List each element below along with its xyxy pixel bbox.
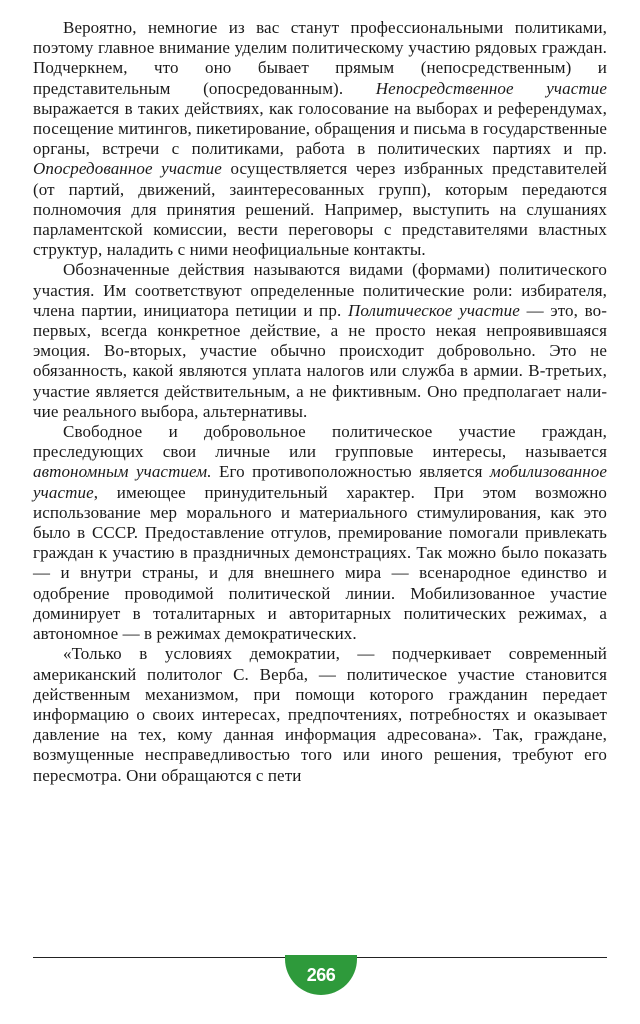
text-run: выражается в таких действиях, как голосование на выборах и референдумах, посещение митингов, пикетирование, обращения и письма в государственные органы, встречи с политиками, работа в политических партиях и пр. [33,98,607,159]
text-run: Свободное и добровольное политическое участие граждан, преследующих свои личные или групповые интересы, называется [33,422,607,462]
text-run: осуществляется через избранных представителей (от партий, движений, заинтересованных групп), которым передаются полномочия для принятия решений. Например, выступить на слушаниях парламентской комиссии, вести переговоры с представителями властных структур, наладить с ними неофициальные контакты. [33,159,607,260]
page-number: 266 [306,964,336,985]
text-run: , имеющее принудительный характер. При этом возможно использование мер морального и материального стимулирования, как это было в СССР. Предоставление отгулов, премирование помогали привлекать граждан к участию в праздничных демонстрациях. Так можно было показать — и внутри страны, и для внешнего мира — всенародное единство и одобрение проводимой политической линии. Мобилизованное участие доминирует в тоталитарных и авторитарных политических режимах, а автономное — в режимах демократических. [33,482,607,644]
text-run: «Только в условиях демократии, — подчеркивает современный американский политолог С. Верба, — политическое участие становится действенным механизмом, при помощи которого гражданин передает информацию о своих интересах, предпочтениях, потребностях и оказывает давление на тех, кому данная информация адресована». Так, граждане, возмущенные несправедливостью того или иного решения, требуют его пересмотра. Они обращаются с пети [33,644,607,785]
text-run: — это, во-первых, всегда конкретное действие, а не просто некая непроявившаяся эмоция. Во-вторых, участие обычно происходит добровольно. Это не обязанность, какой являются уплата налогов или служба в армии. В-третьих, участие является действительным, а не фиктивным. Оно предполагает наличие реального выбора, альтернативы. [33,300,607,421]
italic-term: Политическое участие [347,300,520,320]
italic-term: мобилизованное участие [33,462,607,502]
text-run: Обозначенные действия называются видами (формами) политического участия. Им соответствуют определенные политические роли: избирателя, члена партии, инициатора петиции и пр. [33,260,607,320]
paragraph [33,260,607,422]
paragraph [33,644,607,785]
italic-term: автономным участием. [33,462,212,482]
page-body-text [33,18,607,786]
paragraph [33,18,607,260]
page-number-badge [285,955,357,995]
italic-term: Опосредованное участие [33,159,222,179]
text-run: Его противоположностью является [211,462,490,482]
paragraph [33,422,607,644]
italic-term: Непосредственное участие [375,78,607,98]
text-run: Вероятно, немногие из вас станут профессиональными политиками, поэтому главное внимание уделим политическому участию рядовых граждан. Подчеркнем, что оно бывает прямым (непосредственным) и представительным (опосредованным). [33,18,607,98]
